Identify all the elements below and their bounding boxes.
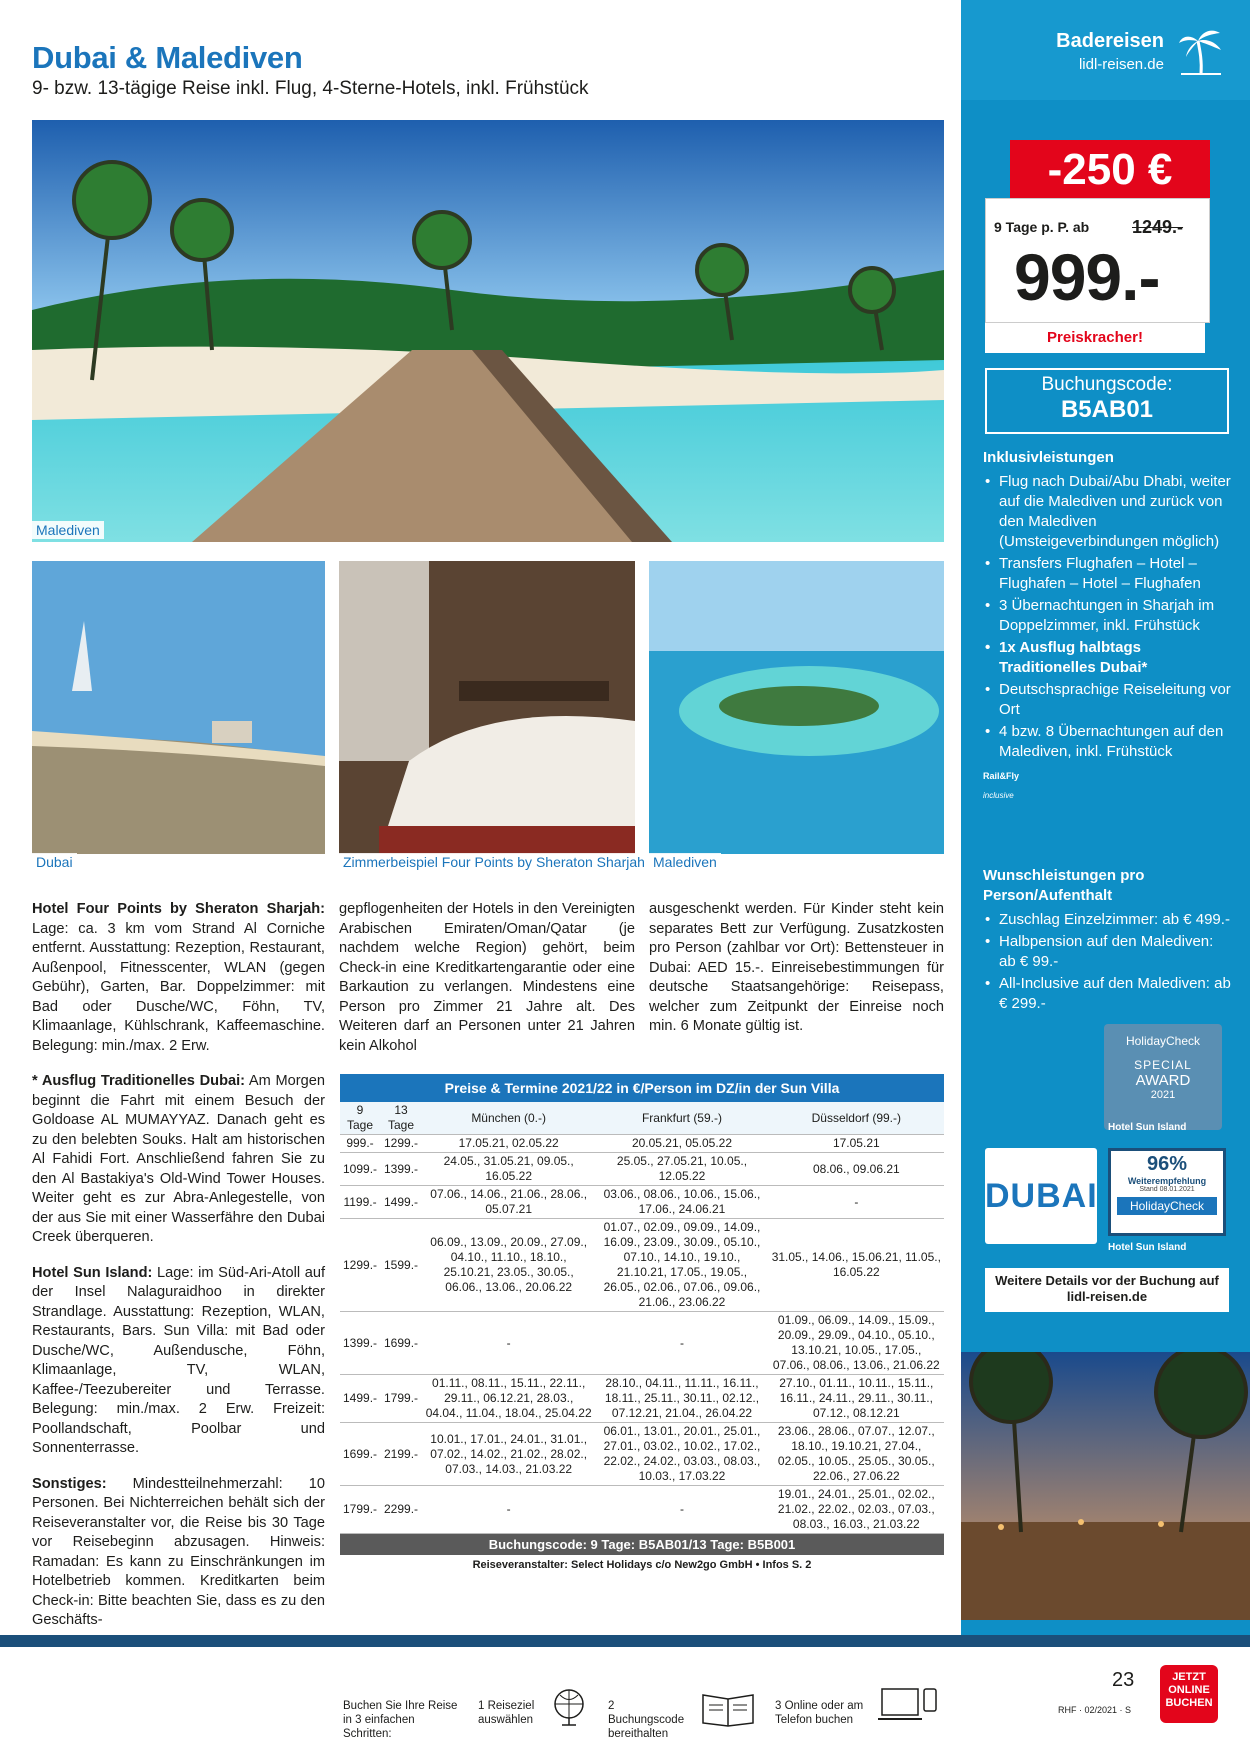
text-column-1 bbox=[32, 900, 325, 1641]
col-header: Düsseldorf (99.-) bbox=[769, 1102, 944, 1135]
inclusive-item: • Deutschsprachige Reiseleitung vor Ort bbox=[983, 680, 1233, 720]
table-operator: Reiseveranstalter: Select Holidays c/o New2go GmbH • Infos S. 2 bbox=[472, 1559, 812, 1571]
caption-room: Zimmerbeispiel Four Points by Sheraton Sharjah bbox=[339, 853, 649, 871]
inclusive-section bbox=[983, 448, 1233, 806]
current-price: 999.- bbox=[1014, 240, 1160, 314]
price-table bbox=[340, 1102, 944, 1534]
hotel-sun-text: Lage: im Süd-Ari-Atoll auf der Insel Nalaguraidhoo in direkter Strandlage. Ausstattung: Rezeption, WLAN, Restaurants, Bars. Sun Villa: mit Bad oder Dusche/WC, Außendusche, Föhn, Klimaanlage, TV, WLAN, Kaffee-/Teezubereiter und Terrasse. Belegung: min./max. 2 Erw. Freizeit: Poollandschaft, Poolbar und Sonnenterrasse. bbox=[32, 1264, 325, 1456]
table-cell: 1599.- bbox=[380, 1219, 422, 1312]
table-row bbox=[340, 1219, 944, 1312]
table-cell: 1399.- bbox=[380, 1153, 422, 1186]
table-cell: - bbox=[595, 1486, 768, 1534]
resort-photo bbox=[961, 1352, 1250, 1620]
inclusive-item: • 1x Ausflug halbtags Traditionelles Dubai* bbox=[983, 638, 1233, 678]
table-booking-codes: Buchungscode: 9 Tage: B5AB01/13 Tage: B5B001 bbox=[340, 1534, 944, 1555]
table-cell: 19.01., 24.01., 25.01., 02.02., 21.02., 22.02., 02.03., 07.03., 08.03., 16.03., 21.03.22 bbox=[769, 1486, 944, 1534]
table-cell: 17.05.21, 02.05.22 bbox=[422, 1135, 595, 1153]
photo-dubai bbox=[32, 561, 325, 854]
photo-maldives-aerial bbox=[649, 561, 944, 854]
inclusive-item: • Transfers Flughafen – Hotel – Flughafen – Hotel – Flughafen bbox=[983, 554, 1233, 594]
wunsch-item: • All-Inclusive auf den Malediven: ab € 299.- bbox=[983, 974, 1233, 1014]
footer-step-3: 3 Online oder am Telefon buchen bbox=[775, 1700, 864, 1726]
price-badge: Preiskracher! bbox=[985, 323, 1205, 353]
table-row bbox=[340, 1486, 944, 1534]
footer-step-1: 1 Reiseziel auswählen bbox=[478, 1700, 535, 1726]
sonstiges-head: Sonstiges: bbox=[32, 1475, 107, 1492]
site-label[interactable]: lidl-reisen.de bbox=[1078, 56, 1164, 73]
table-cell: - bbox=[422, 1312, 595, 1375]
wunsch-item: • Halbpension auf den Malediven: ab € 99.- bbox=[983, 932, 1233, 972]
table-row bbox=[340, 1312, 944, 1375]
table-cell: 999.- bbox=[340, 1135, 380, 1153]
page-code: RHF · 02/2021 · S bbox=[1058, 1705, 1132, 1715]
main-photo-maldives bbox=[32, 120, 944, 542]
footer bbox=[0, 1647, 1250, 1750]
table-cell: 1299.- bbox=[380, 1135, 422, 1153]
railfly-sub: inclusive bbox=[983, 791, 1014, 800]
footer-step-2: 2 Buchungscode bereithalten bbox=[608, 1700, 685, 1740]
old-price: 1249.- bbox=[1132, 217, 1184, 237]
award-year: 2021 bbox=[1150, 1089, 1176, 1101]
caption-main: Malediven bbox=[32, 521, 104, 539]
award-hotel: Hotel Sun Island bbox=[1108, 1122, 1187, 1133]
booking-code[interactable]: B5AB01 bbox=[1060, 396, 1154, 423]
table-cell: - bbox=[769, 1186, 944, 1219]
booking-code-box[interactable] bbox=[985, 368, 1229, 434]
table-cell: 1499.- bbox=[380, 1186, 422, 1219]
table-cell: 1399.- bbox=[340, 1312, 380, 1375]
table-cell: - bbox=[595, 1312, 768, 1375]
table-cell: 20.05.21, 05.05.22 bbox=[595, 1135, 768, 1153]
ausflug-head: * Ausflug Traditionelles Dubai: bbox=[32, 1073, 246, 1089]
col-header: 9 Tage bbox=[340, 1102, 380, 1135]
table-cell: 1699.- bbox=[340, 1423, 380, 1486]
discount-badge: -250 € bbox=[1010, 140, 1210, 200]
table-row bbox=[340, 1423, 944, 1486]
sidebar-header bbox=[961, 0, 1250, 100]
price-duration: 9 Tage p. P. ab bbox=[994, 219, 1090, 235]
table-cell: 01.07., 02.09., 09.09., 14.09., 16.09., 23.09., 30.09., 05.10., 07.10., 14.10., 19.10., 21.10.21, 17.05., 19.05., 26.05., 02.06., 07.06., 09.06., 21.06., 23.06.22 bbox=[595, 1219, 768, 1312]
sonstiges-text: Mindestteilnehmerzahl: 10 Personen. Bei Nichterreichen behält sich der Reiseveranstalter vor, die Reise bis 30 Tage vor Reisebeginn abzusagen. Hinweis: Ramadan: Es kann zu Einschränkungen im Hotelbetrieb kommen. Kreditkarten beim Check-in: Bitte beachten Sie, dass es zu den Geschäfts- bbox=[32, 1475, 325, 1628]
wunsch-title: Wunschleistungen pro Person/Aufenthalt bbox=[983, 867, 1145, 904]
ausflug-text: Am Morgen beginnt die Fahrt mit einem Besuch der Goldoase AL MUMAYYAZ. Danach geht es zu den belebten Souks. Halt am historischen Al Fahidi Fort. Anschließend fahren Sie zu den Al Bastakiya's Old-Wind Tower Houses. Weiter geht es zur Abra-Anlegestelle, von der aus Sie mit einer Wasserfähre den Dubai Creek überqueren. bbox=[32, 1073, 325, 1245]
page-title: Dubai & Malediven bbox=[32, 40, 303, 75]
text-column-3: ausgeschenkt werden. Für Kinder steht kein separates Bett zur Verfügung. Zusatzkosten pro Person (zahlbar vor Ort): Bettensteuer in Dubai: AED 15.-. Einreisebestimmungen für deutsche Staatsangehörige: Reisepass, welcher zum Zeitpunkt der Einreise noch min. 6 Monate gültig ist. bbox=[649, 901, 944, 1034]
railfly-logo: Rail&Fly bbox=[983, 771, 1020, 781]
price-table-container bbox=[340, 1074, 944, 1575]
globe-icon bbox=[552, 1687, 586, 1727]
table-cell: 2299.- bbox=[380, 1486, 422, 1534]
recommend-brand: HolidayCheck bbox=[1117, 1197, 1217, 1215]
table-cell: 2199.- bbox=[380, 1423, 422, 1486]
price-box bbox=[985, 198, 1210, 323]
footer-intro: Buchen Sie Ihre Reise in 3 einfachen Schritten: bbox=[343, 1700, 458, 1740]
table-cell: 07.06., 14.06., 21.06., 28.06., 05.07.21 bbox=[422, 1186, 595, 1219]
caption-maldives: Malediven bbox=[649, 853, 721, 871]
hotel-sharjah-text: Lage: ca. 3 km vom Strand Al Corniche entfernt. Ausstattung: Rezeption, Restaurant, Außenpool, Fitnesscenter, WLAN (gegen Gebühr), Garten, Bar. Doppelzimmer: mit Bad oder Dusche/WC, Föhn, TV, Klimaanlage, Kühlschrank, Kaffeemaschine. Belegung: min./max. 2 Erw. bbox=[32, 920, 325, 1054]
inclusive-title: Inklusivleistungen bbox=[983, 449, 1114, 466]
award-line1: SPECIAL bbox=[1134, 1058, 1192, 1072]
caption-dubai: Dubai bbox=[32, 853, 77, 871]
table-cell: 06.09., 13.09., 20.09., 27.09., 04.10., 11.10., 18.10., 25.10.21, 23.05., 30.05., 06.06., 13.06., 20.06.22 bbox=[422, 1219, 595, 1312]
recommend-label: Weiterempfehlung bbox=[1127, 1176, 1207, 1186]
wunsch-section bbox=[983, 866, 1233, 1016]
dubai-logo: DUBAI bbox=[985, 1148, 1097, 1244]
table-cell: 1799.- bbox=[340, 1486, 380, 1534]
inclusive-item: • 4 bzw. 8 Übernachtungen auf den Malediven, inkl. Frühstück bbox=[983, 722, 1233, 762]
book-online-button[interactable]: JETZT ONLINE BUCHEN bbox=[1160, 1665, 1218, 1723]
award-badge bbox=[1104, 1024, 1222, 1130]
table-cell: 01.09., 06.09., 14.09., 15.09., 20.09., 29.09., 04.10., 05.10., 13.10.21, 10.05., 17.05., 07.06., 08.06., 13.06., 21.06.22 bbox=[769, 1312, 944, 1375]
table-cell: 03.06., 08.06., 10.06., 15.06., 17.06., 24.06.21 bbox=[595, 1186, 768, 1219]
table-cell: 1499.- bbox=[340, 1375, 380, 1423]
laptop-phone-icon bbox=[878, 1685, 938, 1727]
table-cell: 24.05., 31.05.21, 09.05., 16.05.22 bbox=[422, 1153, 595, 1186]
details-link[interactable]: Weitere Details vor der Buchung auf lidl-reisen.de bbox=[985, 1268, 1229, 1312]
table-cell: 1299.- bbox=[340, 1219, 380, 1312]
page-subtitle: 9- bzw. 13-tägige Reise inkl. Flug, 4-Sterne-Hotels, inkl. Frühstück bbox=[32, 78, 589, 99]
table-cell: - bbox=[422, 1486, 595, 1534]
col-header: 13 Tage bbox=[380, 1102, 422, 1135]
table-cell: 25.05., 27.05.21, 10.05., 12.05.22 bbox=[595, 1153, 768, 1186]
recommend-date: Stand 08.01.2021 bbox=[1139, 1186, 1195, 1193]
table-cell: 1099.- bbox=[340, 1153, 380, 1186]
text-column-2: gepflogenheiten der Hotels in den Vereinigten Arabischen Emiraten/Oman/Qatar (je nachdem welche Region) gehört, beim Check-in eine Kreditkartengarantie oder eine Barkaution zu verlangen. Mindestens eine Person pro Zimmer 21 Jahre alt. Des Weiteren darf an Personen unter 21 Jahren kein Alkohol bbox=[339, 901, 635, 1054]
hotel-sun-head: Hotel Sun Island: bbox=[32, 1264, 153, 1281]
recommend-badge bbox=[1108, 1148, 1226, 1236]
table-row bbox=[340, 1186, 944, 1219]
col-header: Frankfurt (59.-) bbox=[595, 1102, 768, 1135]
table-cell: 31.05., 14.06., 15.06.21, 11.05., 16.05.22 bbox=[769, 1219, 944, 1312]
inclusive-item: • 3 Übernachtungen in Sharjah im Doppelzimmer, inkl. Frühstück bbox=[983, 596, 1233, 636]
wunsch-item: • Zuschlag Einzelzimmer: ab € 499.- bbox=[983, 910, 1233, 930]
table-cell: 28.10., 04.11., 11.11., 16.11., 18.11., 25.11., 30.11., 02.12., 07.12.21, 21.04., 26.04.22 bbox=[595, 1375, 768, 1423]
table-cell: 1799.- bbox=[380, 1375, 422, 1423]
award-line2: AWARD bbox=[1135, 1072, 1191, 1089]
hotel-sharjah-head: Hotel Four Points by Sheraton Sharjah: bbox=[32, 901, 325, 917]
table-cell: 06.01., 13.01., 20.01., 25.01., 27.01., 03.02., 10.02., 17.02., 22.02., 24.02., 03.03., 08.03., 10.03., 17.03.22 bbox=[595, 1423, 768, 1486]
page-number: 23 bbox=[1112, 1669, 1135, 1691]
award-brand: HolidayCheck bbox=[1125, 1034, 1201, 1048]
recommend-pct: 96% bbox=[1146, 1153, 1188, 1175]
photo-room bbox=[339, 561, 635, 854]
table-cell: 27.10., 01.11., 10.11., 15.11., 16.11., 24.11., 29.11., 30.11., 07.12., 08.12.21 bbox=[769, 1375, 944, 1423]
category-label: Badereisen bbox=[1056, 30, 1164, 52]
footer-divider bbox=[0, 1635, 1250, 1647]
table-cell: 08.06., 09.06.21 bbox=[769, 1153, 944, 1186]
booking-code-label: Buchungscode: bbox=[1041, 374, 1173, 395]
price-table-title: Preise & Termine 2021/22 in €/Person im DZ/in der Sun Villa bbox=[340, 1074, 944, 1102]
catalog-icon bbox=[701, 1691, 755, 1727]
col-header: München (0.-) bbox=[422, 1102, 595, 1135]
table-row bbox=[340, 1135, 944, 1153]
table-cell: 01.11., 08.11., 15.11., 22.11., 29.11., 06.12.21, 28.03., 04.04., 11.04., 18.04., 25.04.22 bbox=[422, 1375, 595, 1423]
recommend-hotel: Hotel Sun Island bbox=[1108, 1242, 1187, 1253]
table-cell: 17.05.21 bbox=[769, 1135, 944, 1153]
table-row bbox=[340, 1375, 944, 1423]
table-cell: 23.06., 28.06., 07.07., 12.07., 18.10., 19.10.21, 27.04., 02.05., 10.05., 25.05., 30.05., 22.06., 27.06.22 bbox=[769, 1423, 944, 1486]
palm-icon bbox=[1178, 26, 1224, 76]
table-cell: 10.01., 17.01., 24.01., 31.01., 07.02., 14.02., 21.02., 28.02., 07.03., 14.03., 21.03.22 bbox=[422, 1423, 595, 1486]
table-cell: 1699.- bbox=[380, 1312, 422, 1375]
inclusive-item: • Flug nach Dubai/Abu Dhabi, weiter auf die Malediven und zurück von den Malediven (Umsteigeverbindungen möglich) bbox=[983, 472, 1233, 552]
table-row bbox=[340, 1153, 944, 1186]
table-cell: 1199.- bbox=[340, 1186, 380, 1219]
